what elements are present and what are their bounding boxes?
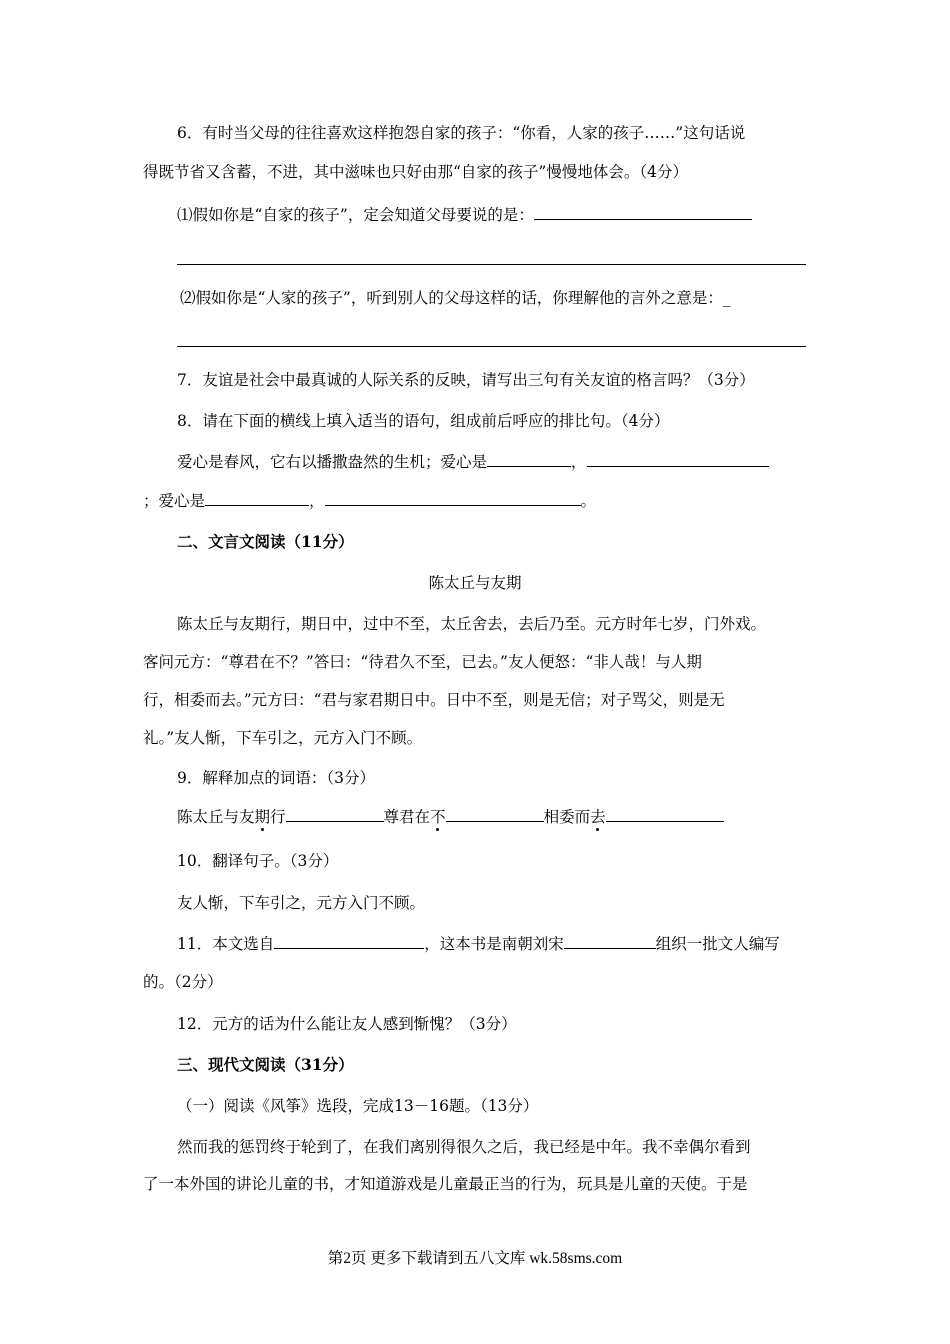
section3-heading: 三、现代文阅读（31分）: [177, 1055, 354, 1074]
q6-line1: 6．有时当父母的往往喜欢这样抱怨自家的孩子：“你看，人家的孩子……”这句话说: [177, 124, 746, 142]
q6-line2: 得既节省又含蓄，不进，其中滋味也只好由那“自家的孩子”慢慢地体会。（4分）: [143, 163, 688, 181]
q9-a-post: 行: [270, 808, 286, 826]
q11-part3: 组织一批文人编写: [655, 935, 780, 953]
q9-b-blank[interactable]: [446, 806, 544, 822]
q8-line1: [177, 451, 769, 473]
q8-comma-2: ，: [309, 492, 325, 510]
q11-line1: [177, 933, 780, 955]
passage-title: 陈太丘与友期: [428, 574, 522, 592]
q7: 7．友谊是社会中最真诚的人际关系的反映，请写出三句有关友谊的格言吗？（3分）: [177, 371, 755, 389]
q9-b-dotted: 不: [430, 808, 446, 826]
q9-a-dotted: 期: [254, 808, 271, 826]
section3-sub: （一）阅读《风筝》选段，完成13－16题。（13分）: [177, 1097, 539, 1115]
passage-line-2: 客问元方：“尊君在不？”答曰：“待君久不至，已去。”友人便怒：“非人哉！与人期: [143, 653, 702, 671]
q6-sub2: ⑵假如你是“人家的孩子”，听到别人的父母这样的话，你理解他的言外之意是：_: [180, 289, 731, 307]
q6-sub1: [177, 204, 752, 226]
q9-c-blank[interactable]: [606, 806, 724, 822]
q8-blank-4[interactable]: [325, 490, 581, 506]
q8-comma: ，: [571, 453, 587, 471]
q8-blank-1[interactable]: [487, 451, 571, 467]
q8-part1: 爱心是春风，它右以播撒盎然的生机；爱心是: [177, 453, 488, 471]
q11-blank-2[interactable]: [564, 933, 656, 949]
q6-answer-line-2[interactable]: [177, 346, 806, 347]
q12: 12．元方的话为什么能让友人感到惭愧？（3分）: [177, 1015, 517, 1033]
q6-sub1-text: ⑴假如你是“自家的孩子”，定会知道父母要说的是：: [177, 206, 534, 224]
section3-passage-line-1: 然而我的惩罚终于轮到了，在我们离别得很久之后，我已经是中年。我不幸偶尔看到: [177, 1138, 751, 1156]
section3-passage-line-2: 了一本外国的讲论儿童的书，才知道游戏是儿童最正当的行为，玩具是儿童的天使。于是: [143, 1175, 748, 1193]
page-footer: 第2页 更多下载请到五八文库 wk.58sms.com: [327, 1250, 623, 1267]
q10-title: 10．翻译句子。（3分）: [177, 852, 339, 870]
passage-line-4: 礼。”友人惭，下车引之，元方入门不顾。: [143, 729, 423, 747]
q11-line2: 的。（2分）: [143, 973, 223, 991]
section2-heading: 二、文言文阅读（11分）: [177, 532, 354, 551]
q9-items: [177, 806, 724, 828]
q11-part2: ，这本书是南朝刘宋: [424, 935, 564, 953]
q9-title: 9．解释加点的词语：（3分）: [177, 769, 375, 787]
q9-b-pre: 尊君在: [383, 808, 431, 826]
q8-line2: [143, 490, 596, 512]
q9-c-pre: 相委而: [543, 808, 591, 826]
q10-sentence: 友人惭，下车引之，元方入门不顾。: [177, 894, 426, 912]
q6-answer-line-1[interactable]: [177, 264, 806, 265]
q8-part2: ；爱心是: [143, 492, 206, 510]
q11-blank-1[interactable]: [274, 933, 424, 949]
q9-a-pre: 陈太丘与友: [177, 808, 255, 826]
passage-line-3: 行，相委而去。”元方曰：“君与家君期日中。日中不至，则是无信；对子骂父，则是无: [143, 691, 725, 709]
q8-period: 。: [580, 492, 597, 510]
passage-line-1: 陈太丘与友期行，期日中，过中不至，太丘舍去，去后乃至。元方时年七岁，门外戏。: [177, 615, 767, 633]
q6-sub1-blank[interactable]: [534, 204, 752, 220]
q8-blank-3[interactable]: [205, 490, 309, 506]
q9-a-blank[interactable]: [286, 806, 384, 822]
q8-title: 8．请在下面的横线上填入适当的语句，组成前后呼应的排比句。（4分）: [177, 412, 670, 430]
q9-c-dotted: 去: [590, 808, 606, 826]
q11-part1: 11．本文选自: [177, 935, 275, 953]
q8-blank-2[interactable]: [587, 451, 769, 467]
